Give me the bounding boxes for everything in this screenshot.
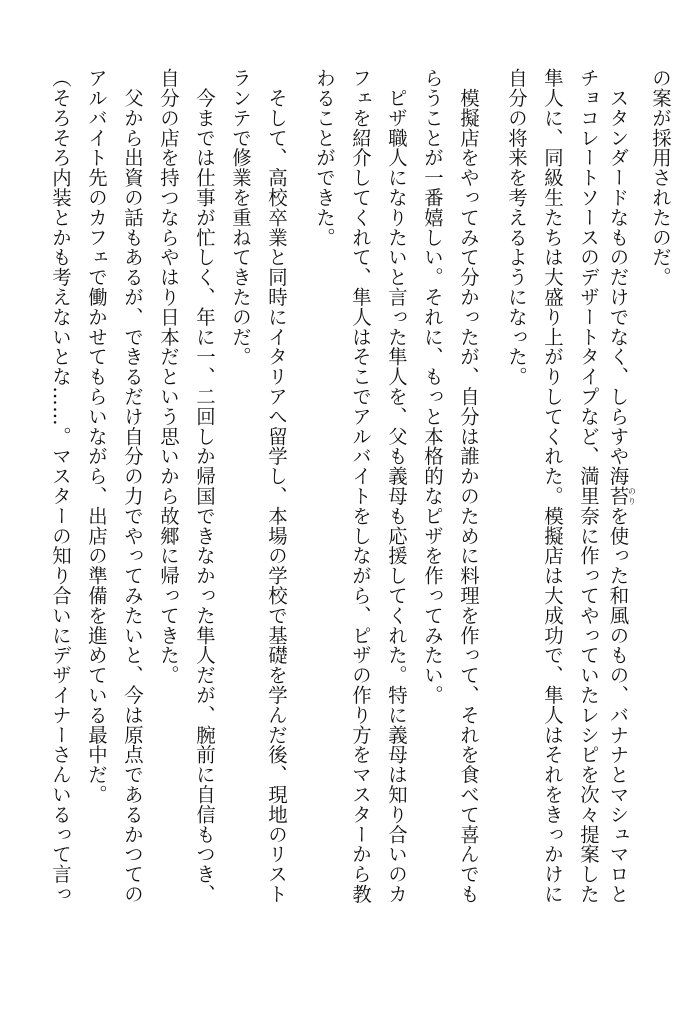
text-line: 模擬店をやってみて分かったが、自分は誰かのために料理を作って、それを食べて喜んでも <box>457 68 480 904</box>
ruby-base: 苔 <box>606 485 630 506</box>
text-line: アルバイト先のカフェで働かせてもらいながら、出店の準備を進めている最中だ。 <box>85 68 108 805</box>
text-line: 自分の店を持つならやはり日本だという思いから故郷に帰ってきた。 <box>157 68 180 685</box>
text-line: そして、高校卒業と同時にイタリアへ留学し、本場の学校で基礎を学んだ後、現地のリスト <box>265 68 288 904</box>
text-line: らうことが一番嬉しい。それに、もっと本格的なピザを作ってみたい。 <box>421 68 444 705</box>
text-line: 父から出資の話もあるが、できるだけ自分の力でやってみたいと、今は原点であるかつての <box>121 68 144 904</box>
text-line: （そろそろ内装とかも考えないとな……。マスターの知り合いにデザイナーさんいるって言っ <box>49 68 72 904</box>
text-line: の案が採用されたのだ。 <box>649 68 672 287</box>
text-line: 自分の将来を考えるようになった。 <box>505 68 528 387</box>
text-line: ランテで修業を重ねてきたのだ。 <box>229 68 252 367</box>
text-segment: スタンダードなものだけでなく、しらすや海 <box>606 68 630 486</box>
text-line: 今までは仕事が忙しく、年に一、二回しか帰国できなかった隼人だが、腕前に自信もつき、 <box>193 68 216 904</box>
text-segment: を使った和風のもの、バナナとマシュマロと <box>606 505 630 904</box>
ruby-reading: のり <box>627 485 637 506</box>
furigana-ruby <box>606 485 637 506</box>
text-line: わることができた。 <box>313 68 336 248</box>
text-line: 隼人に、同級生たちは大盛り上がりしてくれた。模擬店は大成功で、隼人はそれをきっかけに <box>541 68 564 904</box>
text-line <box>606 68 637 904</box>
text-line: ピザ職人になりたいと言った隼人を、父も義母も応援してくれた。特に義母は知り合いのカ <box>385 68 408 904</box>
text-line: チョコレートソースのデザートタイプなど、満里奈に作ってやっていたレシピを次々提案した <box>577 68 600 904</box>
text-line: フェを紹介してくれて、隼人はそこでアルバイトをしながら、ピザの作り方をマスターから教 <box>349 68 372 904</box>
